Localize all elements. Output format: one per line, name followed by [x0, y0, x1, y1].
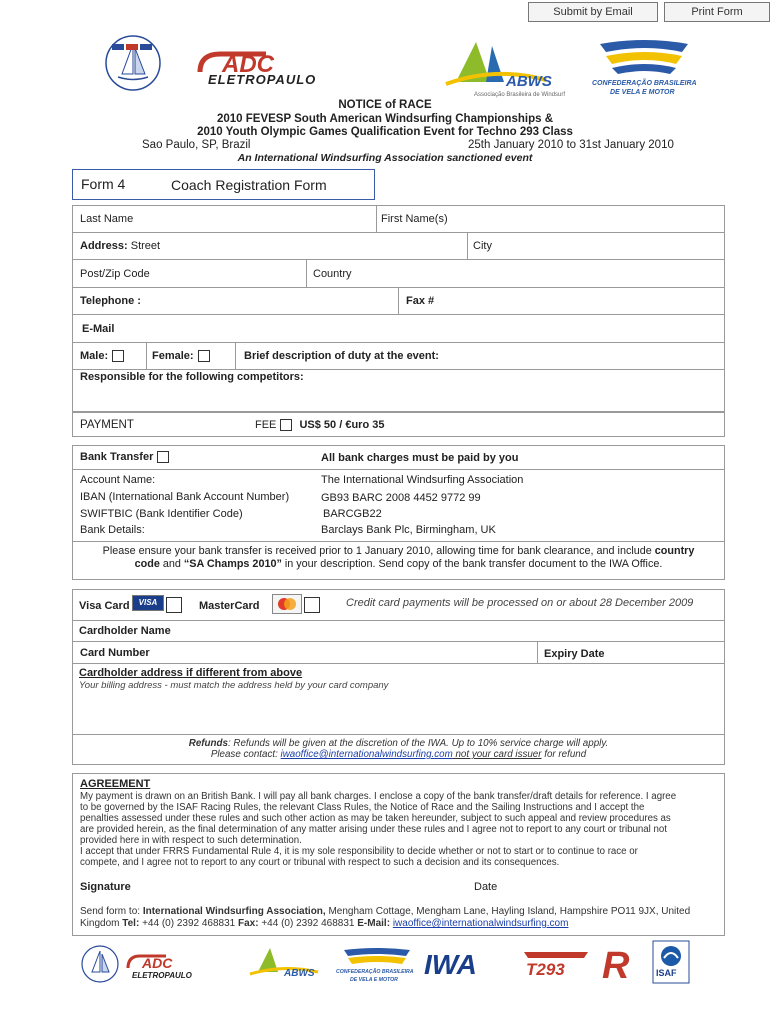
email-field[interactable] — [130, 317, 720, 339]
footer-iwa-text: IWA — [424, 949, 477, 978]
bank-transfer-note-line-2 — [72, 558, 725, 570]
bank-transfer-label — [80, 451, 169, 463]
fee-label — [255, 419, 384, 431]
cardholder-address-note: Your billing address - must match the address held by your card company — [79, 680, 389, 691]
agreement-line: are provided herein, as the final determination of any matter arising under these rules and I agree not to report to any court or tribunal not — [80, 824, 667, 835]
signature-label: Signature — [80, 881, 131, 893]
postcode-label: Post/Zip Code — [80, 268, 150, 280]
footer-cbvm-text-2: DE VELA E MOTOR — [350, 977, 398, 983]
duty-label: Brief description of duty at the event: — [244, 350, 439, 362]
cardholder-address-field[interactable] — [78, 693, 720, 731]
note-2b: and — [159, 558, 184, 570]
payment-row — [72, 412, 725, 437]
footer-t293-text: T293 — [526, 960, 565, 978]
responsible-label: Responsible for the following competitors: — [80, 371, 304, 383]
female-text: Female: — [152, 350, 194, 362]
agreement-line: provided here in with respect to such determination. — [80, 835, 302, 846]
send-email-link[interactable]: iwaoffice@internationalwindsurfing.com — [392, 918, 569, 929]
send-fax-label: Fax: — [238, 918, 259, 929]
fee-text: FEE — [255, 419, 277, 431]
payment-label: PAYMENT — [80, 419, 134, 431]
adc-eletropaulo-logo — [196, 46, 406, 86]
event-line-2: 2010 Youth Olympic Games Qualification Event for Techno 293 Class — [197, 126, 573, 138]
form-title-box — [72, 169, 375, 200]
contact-b: not your card issuer — [452, 749, 542, 760]
abws-sub-text: Associação Brasileira de Windsurf — [474, 92, 566, 98]
expiry-date-label: Expiry Date — [544, 648, 605, 660]
footer-isaf-text: ISAF — [656, 968, 677, 978]
first-name-label: First Name(s) — [381, 213, 448, 225]
form-number: Form 4 — [81, 176, 126, 192]
footer-sailing-club-logo — [80, 944, 120, 984]
cardholder-address-title: Cardholder address if different from above — [79, 667, 303, 679]
male-label — [80, 350, 124, 362]
contact-a: Please contact: — [210, 749, 281, 760]
footer-cbvm-text-1: CONFEDERAÇÃO BRASILEIRA — [336, 969, 414, 975]
send-line-1 — [80, 906, 720, 918]
country-field[interactable] — [360, 262, 720, 284]
footer-t293-logo — [520, 948, 592, 978]
fee-checkbox[interactable] — [280, 419, 292, 431]
note-1b: country — [654, 545, 695, 557]
footer-abws-logo — [244, 944, 328, 984]
refund-email-link[interactable]: iwaoffice@internationalwindsurfing.com — [280, 749, 453, 760]
cbvm-text-1: CONFEDERAÇÃO BRASILEIRA — [592, 80, 697, 87]
cardholder-name-field[interactable] — [180, 622, 720, 640]
eletropaulo-text: ELETROPAULO — [208, 72, 317, 86]
swift-value: BARCGB22 — [323, 508, 382, 520]
footer-abws-text: ABWS — [284, 968, 315, 979]
send-b: International Windsurfing Association, — [142, 906, 326, 917]
footer-adc-logo — [126, 950, 236, 980]
form-title: Coach Registration Form — [171, 177, 327, 193]
send-line-2 — [80, 918, 720, 930]
male-text: Male: — [80, 350, 109, 362]
send-tel-label: Tel: — [122, 918, 140, 929]
last-name-field[interactable] — [150, 208, 372, 230]
sanction-note: An International Windsurfing Association sanctioned event — [237, 152, 533, 164]
female-label — [152, 350, 210, 362]
male-checkbox[interactable] — [112, 350, 124, 362]
note-2c: “SA Champs 2010” — [183, 558, 282, 570]
note-1a: Please ensure your bank transfer is received prior to 1 January 2010, allowing time for bank clearance, and include — [102, 545, 655, 557]
iban-label: IBAN (International Bank Account Number) — [80, 491, 290, 503]
bank-transfer-text: Bank Transfer — [80, 451, 154, 463]
address-label — [80, 240, 160, 252]
female-checkbox[interactable] — [198, 350, 210, 362]
send-email-label: E-Mail: — [357, 918, 391, 929]
duty-field[interactable] — [455, 345, 720, 367]
footer-eletropaulo-text: ELETROPAULO — [132, 971, 192, 980]
visa-checkbox[interactable] — [166, 597, 182, 613]
country-label: Country — [313, 268, 352, 280]
fee-amount: US$ 50 / €uro 35 — [299, 419, 385, 431]
flags-strip — [112, 38, 152, 46]
postcode-field[interactable] — [160, 262, 302, 284]
adc-text: ADC — [222, 51, 274, 78]
fax-field[interactable] — [445, 290, 720, 312]
event-dates: 25th January 2010 to 31st January 2010 — [468, 139, 674, 151]
account-name-value: The International Windsurfing Association — [321, 474, 524, 486]
account-name-label: Account Name: — [80, 474, 156, 486]
refunds-note — [72, 738, 725, 749]
cardholder-name-label: Cardholder Name — [79, 625, 171, 637]
city-label: City — [473, 240, 492, 252]
iban-value: GB93 BARC 2008 4452 9772 99 — [321, 492, 481, 504]
agreement-line: I accept that under FRRS Fundamental Rule 4, it is my sole responsibility to decide whether or not to start or to continue to race or — [80, 846, 638, 857]
footer-r-text: R — [602, 945, 630, 982]
city-field[interactable] — [500, 235, 720, 257]
expiry-date-field[interactable] — [612, 644, 720, 662]
bank-transfer-checkbox[interactable] — [157, 451, 169, 463]
last-name-label: Last Name — [80, 213, 134, 225]
telephone-label: Telephone : — [80, 295, 141, 307]
event-line-1: 2010 FEVESP South American Windsurfing Championships & — [216, 113, 553, 125]
agreement-line: to be governed by the ISAF Racing Rules, the relevant Class Rules, the Notice of Race and the Sailing Instructions and I accept the — [80, 802, 645, 813]
mastercard-logo-icon — [272, 594, 302, 614]
note-2a: code — [134, 558, 160, 570]
bank-charges-note: All bank charges must be paid by you — [321, 452, 519, 464]
agreement-line: My payment is drawn on an British Bank. I will pay all bank charges. I enclose a copy of the bank transfer/draft details for reference. I agree — [80, 791, 677, 802]
refund-contact — [72, 749, 725, 760]
refunds-label: Refunds — [188, 738, 228, 749]
footer-adc-text: ADC — [142, 955, 173, 971]
email-label: E-Mail — [82, 323, 115, 335]
agreement-text — [80, 791, 720, 868]
abws-text: ABWS — [506, 73, 552, 90]
agreement-line: penalties assessed under these rules and such other action as may be taken hereunder, subject to such appeal and review procedures as — [80, 813, 671, 824]
contact-c: for refund — [541, 749, 587, 760]
swift-label: SWIFTBIC (Bank Identifier Code) — [80, 508, 243, 520]
card-number-field[interactable] — [160, 644, 532, 662]
mastercard-label: MasterCard — [199, 600, 260, 612]
card-number-label: Card Number — [80, 647, 150, 659]
notice-title: NOTICE of RACE — [338, 99, 432, 111]
fax-label: Fax # — [406, 295, 435, 307]
agreement-title: AGREEMENT — [80, 778, 151, 790]
bank-details-label: Bank Details: — [80, 524, 145, 536]
signature-field[interactable] — [140, 876, 460, 896]
print-form-button[interactable]: Print Form — [664, 2, 770, 22]
card-processing-note: Credit card payments will be processed on or about 28 December 2009 — [346, 597, 694, 609]
telephone-field[interactable] — [150, 290, 394, 312]
footer-iwa-logo — [422, 948, 514, 978]
mastercard-checkbox[interactable] — [304, 597, 320, 613]
bank-details-value: Barclays Bank Plc, Birmingham, UK — [321, 524, 496, 536]
send-c: Mengham Cottage, Mengham Lane, Hayling Island, Hampshire PO11 9JX, United — [325, 906, 691, 917]
note-2d: in your description. Send copy of the bank transfer document to the IWA Office. — [281, 558, 663, 570]
send-fax: +44 (0) 2392 468831 — [258, 918, 358, 929]
submit-by-email-button[interactable]: Submit by Email — [528, 2, 658, 22]
date-label: Date — [474, 881, 498, 893]
send-a: Send form to: — [80, 906, 143, 917]
send-tel: +44 (0) 2392 468831 — [139, 918, 238, 929]
street-field[interactable] — [170, 235, 462, 257]
footer-isaf-logo — [652, 940, 690, 984]
cbvm-logo — [590, 34, 700, 96]
first-name-field[interactable] — [462, 208, 720, 230]
event-location: Sao Paulo, SP, Brazil — [142, 139, 251, 151]
footer-r-logo — [600, 944, 640, 982]
send-form-note — [80, 906, 720, 930]
abws-logo — [436, 36, 566, 98]
date-field[interactable] — [505, 876, 720, 896]
bank-transfer-note-line-1 — [72, 545, 725, 557]
cbvm-text-2: DE VELA E MOTOR — [610, 89, 675, 96]
send-d: Kingdom — [80, 918, 123, 929]
visa-label: Visa Card — [79, 600, 130, 612]
refunds-text: : Refunds will be given at the discretion of the IWA. Up to 10% service charge will apply. — [227, 738, 609, 749]
agreement-line: compete, and I agree not to report to any court or tribunal with respect to such a decision and its consequences. — [80, 857, 560, 868]
street-text: Street — [130, 240, 161, 252]
address-text: Address: — [80, 240, 128, 252]
footer-cbvm-logo — [334, 946, 420, 984]
responsible-field[interactable] — [78, 385, 720, 409]
visa-logo-icon: VISA — [132, 595, 164, 611]
